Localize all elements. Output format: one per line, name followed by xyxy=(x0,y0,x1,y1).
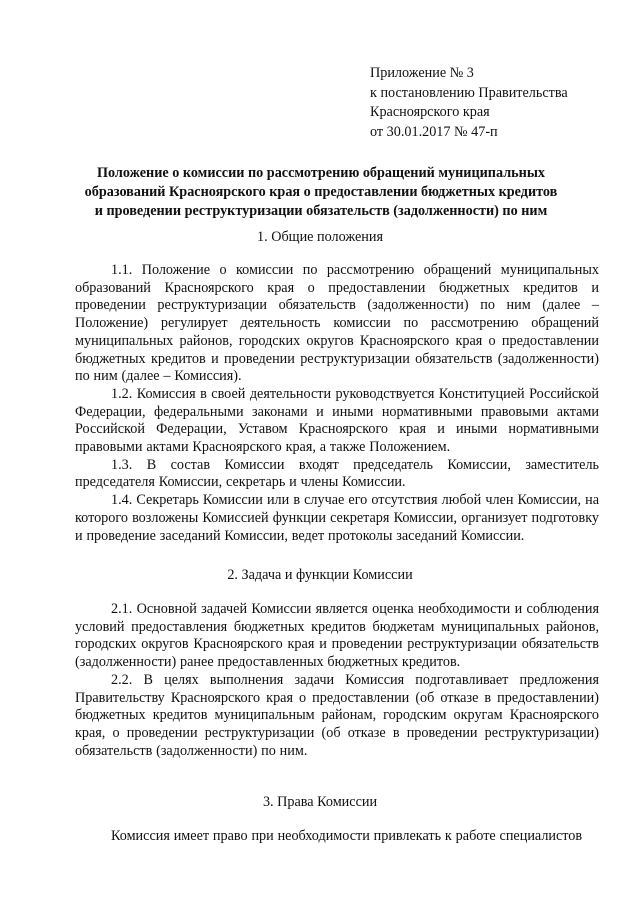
appendix-region: Красноярского края xyxy=(370,104,490,120)
paragraph-2-1: 2.1. Основной задачей Комиссии является оценка необходимости и соблюдения условий предоставления бюджетных кредитов бюджетам муниципальных районов, городских округов Красноярского края и проведении реструктуризации обязательств (задолженности) ранее предоставленных бюджетных кредитов. xyxy=(75,601,599,671)
appendix-date: от 30.01.2017 № 47-п xyxy=(370,123,498,140)
title-line-2: образований Красноярского края о предоставлении бюджетных кредитов xyxy=(84,184,558,200)
paragraph-2-2: 2.2. В целях выполнения задачи Комиссия подготавливает предложения Правительству Красноярского края о предоставлении (об отказе в предоставлении) бюджетных кредитов муниципальным районам, городским округам Красноярского края, о проведении реструктуризации (об отказе в проведении реструктуризации) обязательств (задолженности) по ним. xyxy=(75,671,599,759)
paragraph-3-1: Комиссия имеет право при необходимости привлекать к работе специалистов xyxy=(111,828,583,844)
title-line-3: и проведении реструктуризации обязательств (задолженности) по ним xyxy=(94,203,548,219)
appendix-block xyxy=(370,64,568,142)
document-title xyxy=(60,164,582,221)
section-body-2 xyxy=(75,601,599,760)
section-body-1 xyxy=(75,262,599,545)
section-heading-2: 2. Задача и функции Комиссии xyxy=(227,567,413,583)
appendix-number: Приложение № 3 xyxy=(370,65,474,81)
title-line-1: Положение о комиссии по рассмотрению обращений муниципальных xyxy=(96,165,546,181)
paragraph-1-2: 1.2. Комиссия в своей деятельности руководствуется Конституцией Российской Федерации, федеральными законами и иными нормативными правовыми актами Российской Федерации, Уставом Красноярского края и иными нормативными правовыми актами Красноярского края, а также Положением. xyxy=(75,385,599,456)
section-heading-3: 3. Права Комиссии xyxy=(262,794,378,810)
paragraph-1-4: 1.4. Секретарь Комиссии или в случае его отсутствия любой член Комиссии, на которого возложены Комиссией функции секретаря Комиссии, организует подготовку и проведение заседаний Комиссии, ведет протоколы заседаний Комиссии. xyxy=(75,492,599,544)
appendix-resolution: к постановлению Правительства xyxy=(370,84,568,101)
paragraph-1-1: 1.1. Положение о комиссии по рассмотрению обращений муниципальных образований Красноярского края о предоставлении бюджетных кредитов и проведении реструктуризации обязательств (задолженности) по ним (далее – Положение) регулирует деятельность комиссии по рассмотрению обращений муниципальных районов, городских округов Красноярского края о предоставлении бюджетных кредитов и проведении реструктуризации обязательств (задолженности) по ним (далее – Комиссия). xyxy=(75,262,599,385)
section-body-3 xyxy=(75,828,599,846)
paragraph-1-3: 1.3. В состав Комиссии входят председатель Комиссии, заместитель председателя Комиссии, секретарь и члены Комиссии. xyxy=(75,456,599,491)
section-heading-1: 1. Общие положения xyxy=(257,229,383,245)
